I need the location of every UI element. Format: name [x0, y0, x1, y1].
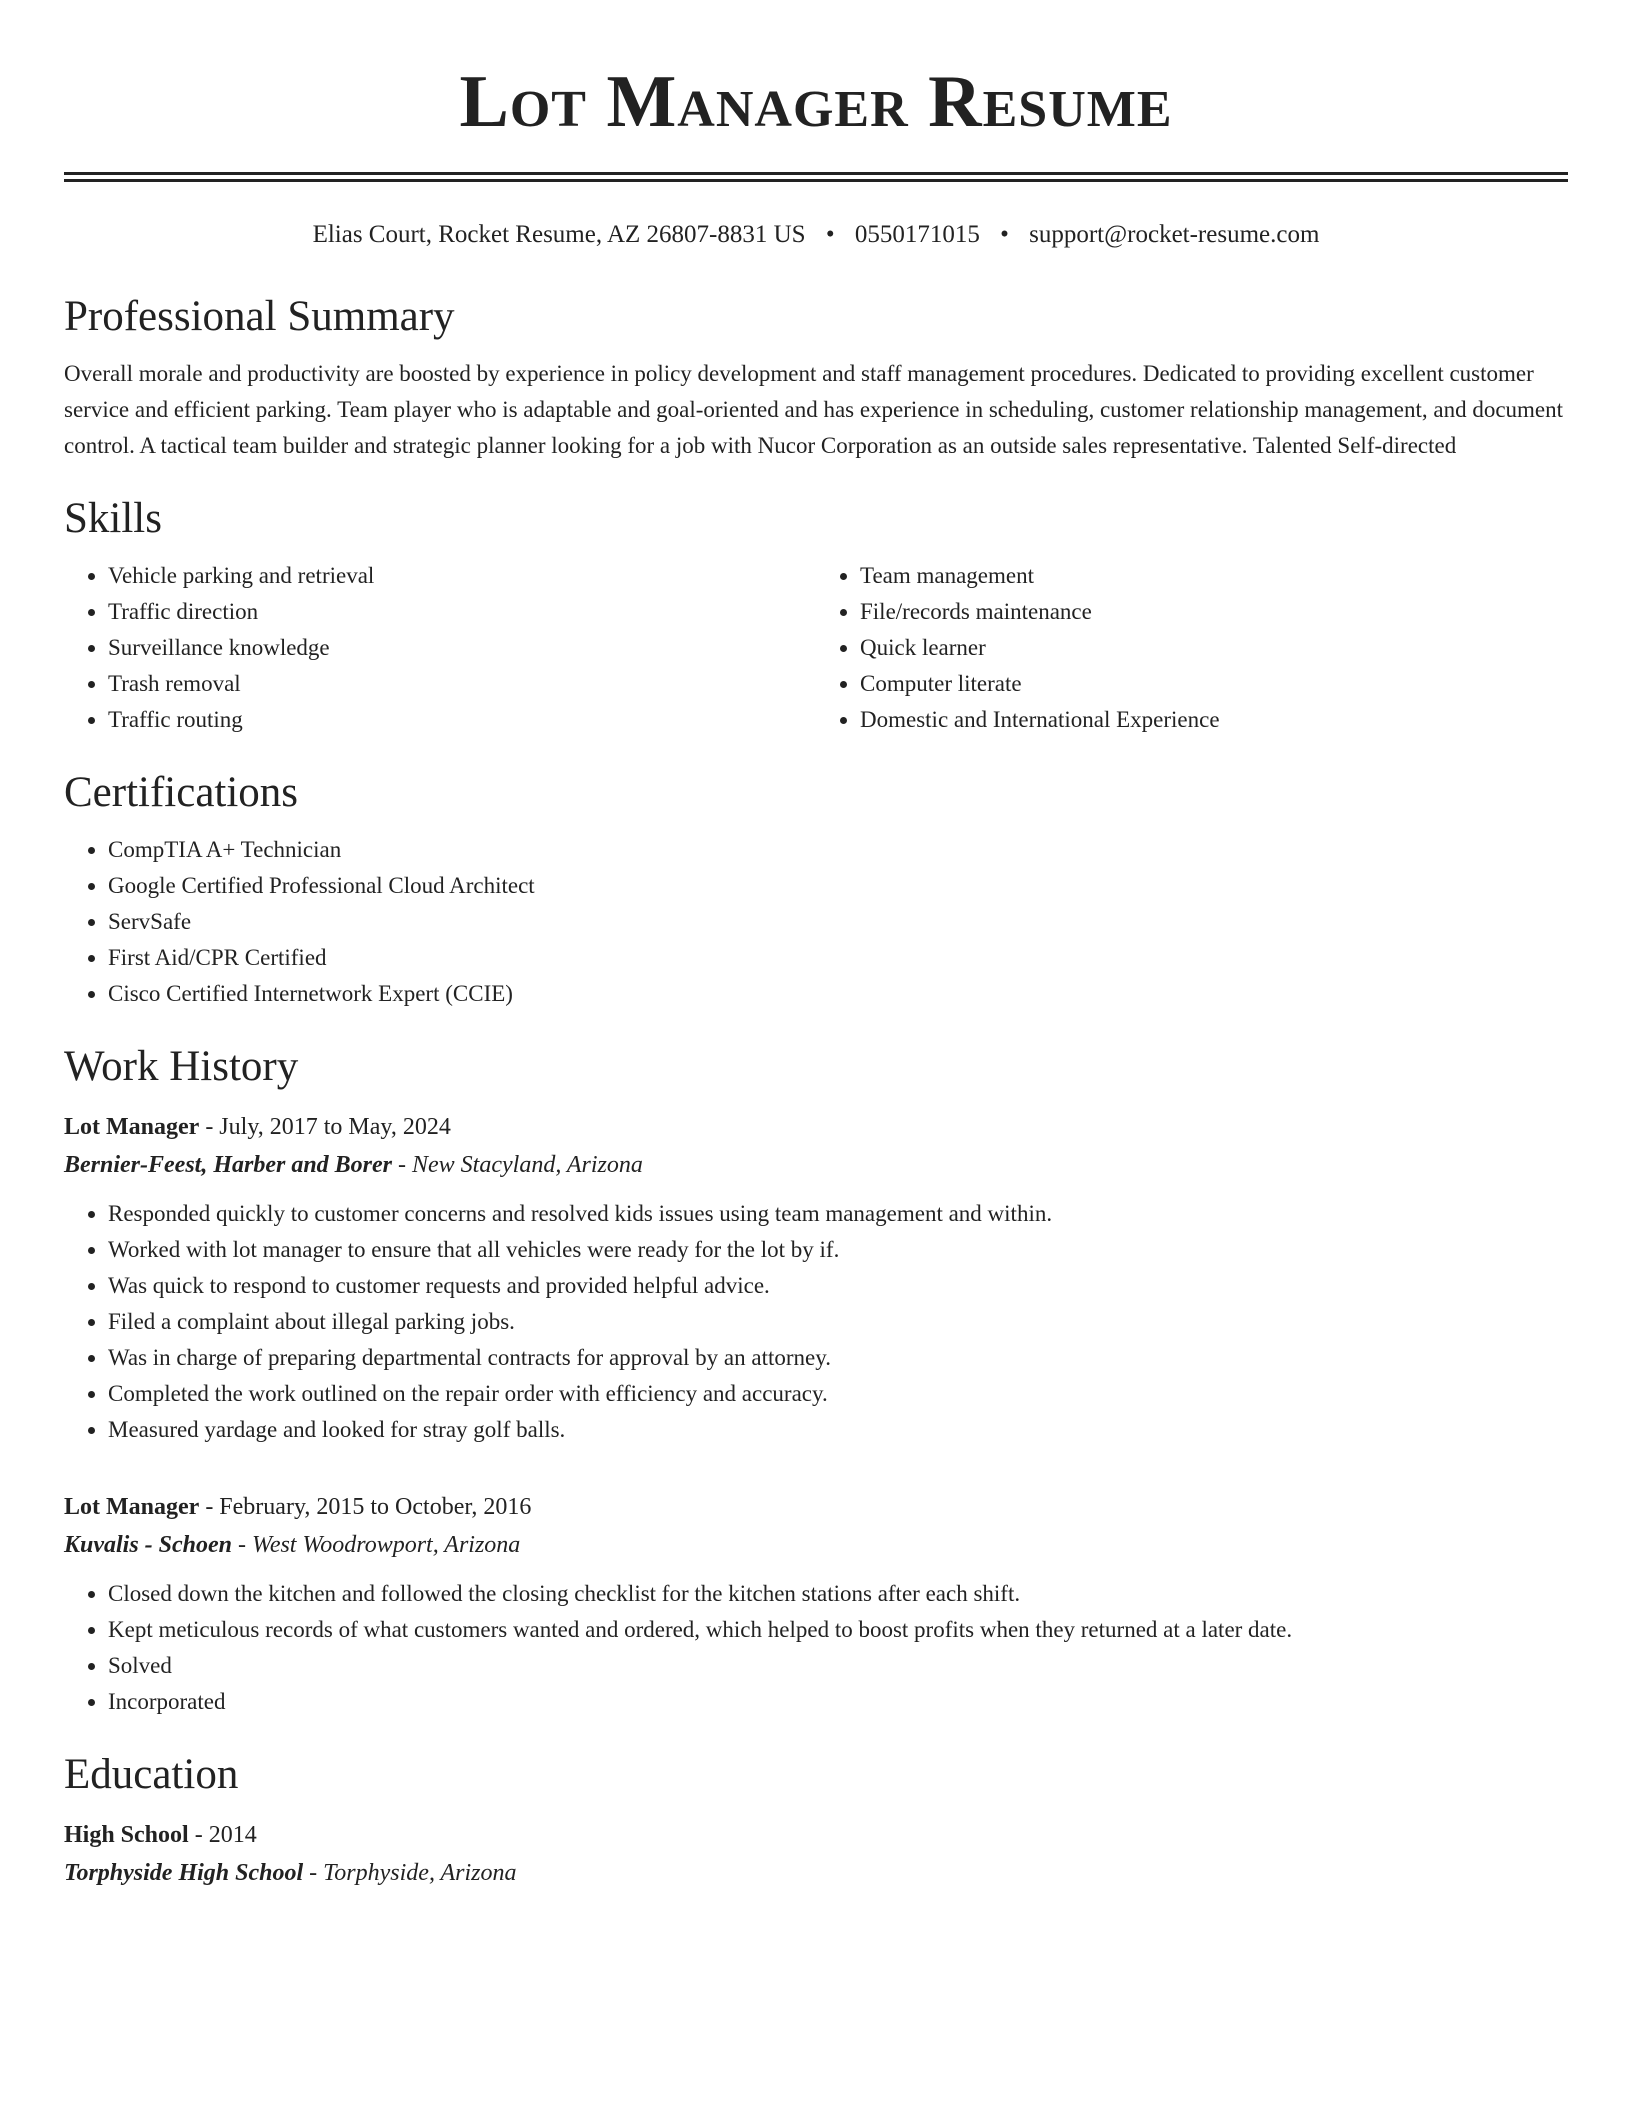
skill-item: • Domestic and International Experience [860, 702, 1568, 738]
education-header [64, 1816, 1568, 1854]
job-location: - West Woodrowport, Arizona [232, 1532, 521, 1558]
work-history-section [64, 1042, 1568, 1720]
skills-list-left [64, 558, 816, 738]
skills-section [64, 494, 1568, 738]
title-divider [64, 172, 1568, 182]
job-bullets [64, 1196, 1568, 1448]
skill-item: • Team management [860, 558, 1568, 594]
education-year: - 2014 [188, 1822, 257, 1848]
job-title: Lot Manager [64, 1114, 200, 1140]
skill-item: • Traffic direction [108, 594, 816, 630]
resume-title: Lot Manager Resume [459, 61, 1173, 143]
contact-line [64, 218, 1568, 252]
job-bullet: • Was quick to respond to customer requests and provided helpful advice. [108, 1268, 1568, 1304]
skill-item: • Traffic routing [108, 702, 816, 738]
skill-item: • Computer literate [860, 666, 1568, 702]
skill-item: • Vehicle parking and retrieval [108, 558, 816, 594]
job-bullet: • Closed down the kitchen and followed the closing checklist for the kitchen stations after each shift. [108, 1576, 1568, 1612]
job-company: Kuvalis - Schoen [64, 1532, 233, 1558]
certification-item: • First Aid/CPR Certified [108, 940, 1568, 976]
certification-item: • Cisco Certified Internetwork Expert (CCIE) [108, 976, 1568, 1012]
skills-heading: Skills [64, 495, 162, 542]
skill-item: • Quick learner [860, 630, 1568, 666]
job-header [64, 1108, 1568, 1146]
summary-heading: Professional Summary [64, 293, 455, 340]
job-dates: - February, 2015 to October, 2016 [199, 1494, 532, 1520]
education-degree: High School [64, 1822, 189, 1848]
job-bullet: • Worked with lot manager to ensure that all vehicles were ready for the lot by if. [108, 1232, 1568, 1268]
education-heading: Education [64, 1751, 239, 1798]
job-dates: - July, 2017 to May, 2024 [199, 1114, 451, 1140]
certification-item: • CompTIA A+ Technician [108, 832, 1568, 868]
job-company: Bernier-Feest, Harber and Borer [64, 1152, 393, 1178]
job-employer [64, 1526, 1568, 1564]
skills-list-right [816, 558, 1568, 738]
contact-address: Elias Court, Rocket Resume, AZ 26807-8831 US [312, 221, 806, 248]
certification-item: • Google Certified Professional Cloud Architect [108, 868, 1568, 904]
skills-columns [64, 544, 1568, 738]
skill-item: • Surveillance knowledge [108, 630, 816, 666]
contact-email: support@rocket-resume.com [1029, 221, 1320, 248]
education-section [64, 1750, 1568, 1892]
job-employer [64, 1146, 1568, 1184]
job-entry [64, 1488, 1568, 1720]
contact-phone: 0550171015 [854, 221, 980, 248]
contact-separator: • [1000, 221, 1009, 248]
job-bullet: • Completed the work outlined on the repair order with efficiency and accuracy. [108, 1376, 1568, 1412]
certification-item: • ServSafe [108, 904, 1568, 940]
certifications-list [64, 832, 1568, 1012]
education-school: Torphyside High School [64, 1860, 304, 1886]
job-header [64, 1488, 1568, 1526]
education-school-line [64, 1854, 1568, 1892]
job-bullets [64, 1576, 1568, 1720]
skill-item: • File/records maintenance [860, 594, 1568, 630]
certifications-heading: Certifications [64, 769, 299, 816]
job-entry [64, 1108, 1568, 1448]
job-bullet: • Filed a complaint about illegal parking jobs. [108, 1304, 1568, 1340]
education-location: - Torphyside, Arizona [303, 1860, 517, 1886]
summary-section [64, 292, 1568, 464]
job-bullet: • Was in charge of preparing departmental contracts for approval by an attorney. [108, 1340, 1568, 1376]
job-location: - New Stacyland, Arizona [392, 1152, 643, 1178]
job-bullet: • Responded quickly to customer concerns and resolved kids issues using team management and within. [108, 1196, 1568, 1232]
job-bullet: • Incorporated [108, 1684, 1568, 1720]
certifications-section [64, 768, 1568, 1012]
work-history-heading: Work History [64, 1043, 299, 1090]
summary-text: Overall morale and productivity are boosted by experience in policy development and staff management procedures. Dedicated to providing excellent customer service and efficient parking. Team player who is adaptable and goal-oriented and has experience in scheduling, customer relationship management, and document control. A tactical team builder and strategic planner looking for a job with Nucor Corporation as an outside sales representative. Talented Self-directed [64, 361, 1564, 458]
job-bullet: • Solved [108, 1648, 1568, 1684]
job-bullet: • Measured yardage and looked for stray golf balls. [108, 1412, 1568, 1448]
skill-item: • Trash removal [108, 666, 816, 702]
job-bullet: • Kept meticulous records of what customers wanted and ordered, which helped to boost profits when they returned at a later date. [108, 1612, 1568, 1648]
job-title: Lot Manager [64, 1494, 200, 1520]
contact-separator: • [825, 221, 835, 248]
